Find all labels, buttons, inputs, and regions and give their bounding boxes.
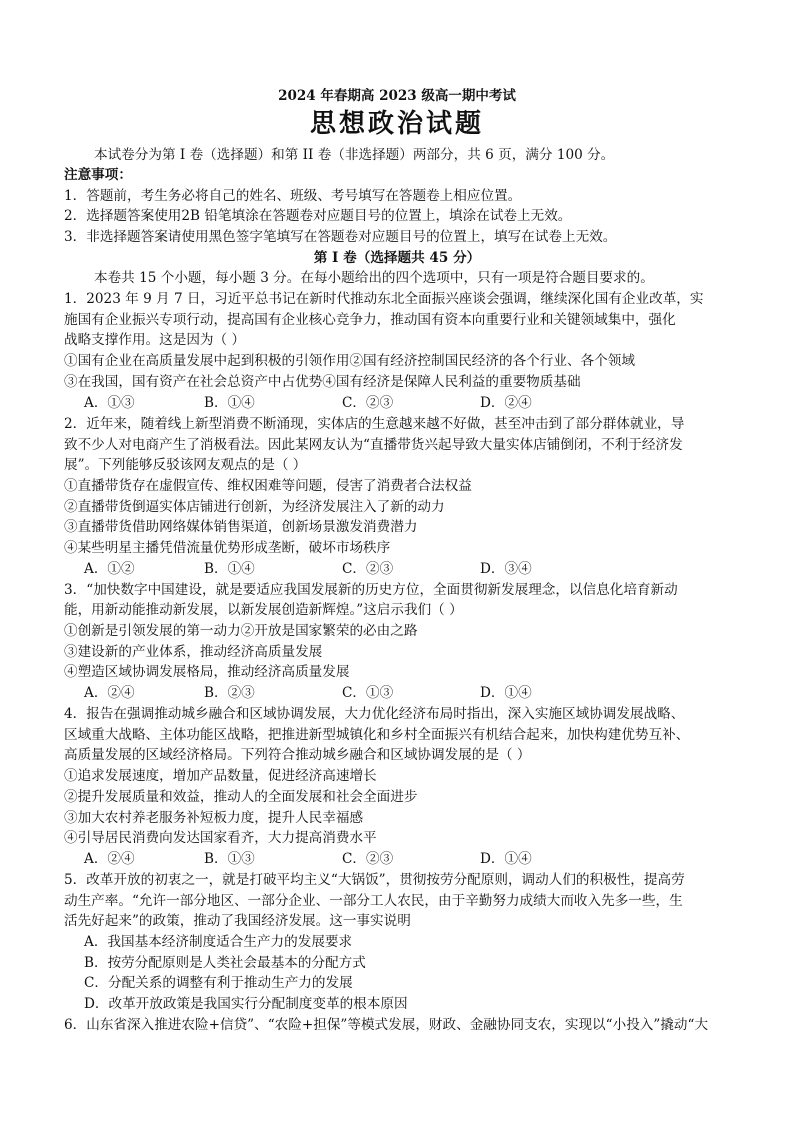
section-title: 第 I 卷（选择题共 45 分） bbox=[313, 250, 481, 266]
choice-d: D．①④ bbox=[480, 685, 532, 701]
choice-d: D．②④ bbox=[480, 395, 532, 411]
question-2-statement: ②直播带货倒逼实体店铺进行创新，为经济发展注入了新的动力 bbox=[64, 499, 445, 515]
choice-d: D．①④ bbox=[480, 851, 532, 867]
question-6-stem: 6．山东省深入推进农险+信贷”、“农险+担保”等模式发展，财政、金融协同支农，实现以“小投入”撬动“大 bbox=[64, 1017, 709, 1033]
exam-header: 2024 年春期高 2023 级高一期中考试 bbox=[278, 88, 516, 104]
question-5-option: D．改革开放政策是我国实行分配制度变革的根本原因 bbox=[84, 996, 408, 1012]
choice-c: C．①③ bbox=[342, 685, 394, 701]
notes-heading: 注意事项： bbox=[64, 167, 132, 183]
question-5-option: B．按劳分配原则是人类社会最基本的分配方式 bbox=[84, 955, 366, 971]
question-4-stem: 区域重大战略、主体功能区战略，把推进新型城镇化和乡村全面振兴有机结合起来，加快构建优势互补、 bbox=[64, 727, 690, 743]
question-5-stem: 活先好起来”的政策，推动了我国经济发展。这一事实说明 bbox=[64, 913, 411, 929]
question-3-statement: ①创新是引领发展的第一动力②开放是国家繁荣的必由之路 bbox=[64, 623, 418, 639]
paper-intro: 本试卷分为第 I 卷（选择题）和第 II 卷（非选择题）两部分，共 6 页，满分 100 分。 bbox=[94, 147, 615, 163]
question-3-stem: 能，用新动能推动新发展，以新发展创造新辉煌。”这启示我们（ ） bbox=[64, 602, 463, 618]
question-5-option: A．我国基本经济制度适合生产力的发展要求 bbox=[84, 934, 353, 950]
choice-a: A．①② bbox=[84, 561, 135, 577]
question-2-statement: ③直播带货借助网络媒体销售渠道，创新场景激发消费潜力 bbox=[64, 519, 418, 535]
question-1-statement: ①国有企业在高质量发展中起到积极的引领作用②国有经济控制国民经济的各个行业、各个领域 bbox=[64, 353, 635, 369]
choice-d: D．③④ bbox=[480, 561, 532, 577]
question-1-stem: 施国有企业振兴专项行动，提高国有企业核心竞争力，推动国有资本向重要行业和关键领域集中，强化 bbox=[64, 312, 676, 328]
choice-a: A．①③ bbox=[84, 395, 135, 411]
question-3-statement: ③建设新的产业体系，推动经济高质量发展 bbox=[64, 644, 323, 660]
subject-title: 思想政治试题 bbox=[309, 109, 484, 139]
choice-b: B．①④ bbox=[204, 561, 255, 577]
question-2-statement: ④某些明星主播凭借流量优势形成垄断，破坏市场秩序 bbox=[64, 540, 391, 556]
question-4-statement: ①追求发展速度，增加产品数量，促进经济高速增长 bbox=[64, 768, 377, 784]
question-4-stem: 高质量发展的区域经济格局。下列符合推动城乡融合和区域协调发展的是（ ） bbox=[64, 747, 531, 763]
note-item: 3．非选择题答案请使用黑色签字笔填写在答题卷对应题目号的位置上，填写在试卷上无效。 bbox=[64, 229, 617, 245]
question-2-stem: 致不少人对电商产生了消极看法。因此某网友认为“直播带货兴起导致大量实体店铺倒闭，不利于经济发 bbox=[64, 437, 683, 453]
choice-a: A．②④ bbox=[84, 851, 135, 867]
question-4-statement: ③加大农村养老服务补短板力度，提升人民幸福感 bbox=[64, 810, 364, 826]
choice-b: B．②③ bbox=[204, 685, 255, 701]
question-5-stem: 5．改革开放的初衷之一，就是打破平均主义“大锅饭”，贯彻按劳分配原则，调动人们的积极性，提高劳 bbox=[64, 872, 685, 888]
question-5-stem: 动生产率。“允许一部分地区、一部分企业、一部分工人农民，由于辛勤努力成绩大而收入先多一些，生 bbox=[64, 893, 683, 909]
section-description: 本卷共 15 个小题，每小题 3 分。在每小题给出的四个选项中，只有一项是符合题目要求的。 bbox=[94, 270, 654, 286]
question-4-statement: ④引导居民消费向发达国家看齐，大力提高消费水平 bbox=[64, 830, 377, 846]
note-item: 1．答题前，考生务必将自己的姓名、班级、考号填写在答题卷上相应位置。 bbox=[64, 188, 522, 204]
choice-c: C．②③ bbox=[342, 395, 394, 411]
choice-c: C．②③ bbox=[342, 561, 394, 577]
question-2-stem: 2．近年来，随着线上新型消费不断涌现，实体店的生意越来越不好做，甚至冲击到了部分群体就业，导 bbox=[64, 416, 685, 432]
question-2-statement: ①直播带货存在虚假宣传、维权困难等问题，侵害了消费者合法权益 bbox=[64, 478, 472, 494]
question-1-statement: ③在我国，国有资产在社会总资产中占优势④国有经济是保障人民利益的重要物质基础 bbox=[64, 374, 581, 390]
choice-c: C．②③ bbox=[342, 851, 394, 867]
question-1-stem: 1．2023 年 9 月 7 日，习近平总书记在新时代推动东北全面振兴座谈会强调，继续深化国有企业改革，实 bbox=[64, 291, 704, 307]
choice-a: A．②④ bbox=[84, 685, 135, 701]
choice-b: B．①③ bbox=[204, 851, 255, 867]
question-4-stem: 4．报告在强调推动城乡融合和区域协调发展，大力优化经济布局时指出，深入实施区域协调发展战略、 bbox=[64, 706, 685, 722]
note-item: 2．选择题答案使用2B 铅笔填涂在答题卷对应题目号的位置上，填涂在试卷上无效。 bbox=[64, 208, 572, 224]
question-1-stem: 战略支撑作用。这是因为（ ） bbox=[64, 332, 246, 348]
question-2-stem: 展”。下列能够反驳该网友观点的是（ ） bbox=[64, 457, 307, 473]
choice-b: B．①④ bbox=[204, 395, 255, 411]
question-3-statement: ④塑造区域协调发展格局，推动经济高质量发展 bbox=[64, 664, 350, 680]
question-5-option: C．分配关系的调整有利于推动生产力的发展 bbox=[84, 975, 353, 991]
question-4-statement: ②提升发展质量和效益，推动人的全面发展和社会全面进步 bbox=[64, 789, 418, 805]
question-3-stem: 3．“加快数字中国建设，就是要适应我国发展新的历史方位，全面贯彻新发展理念，以信息化培育新动 bbox=[64, 582, 678, 598]
